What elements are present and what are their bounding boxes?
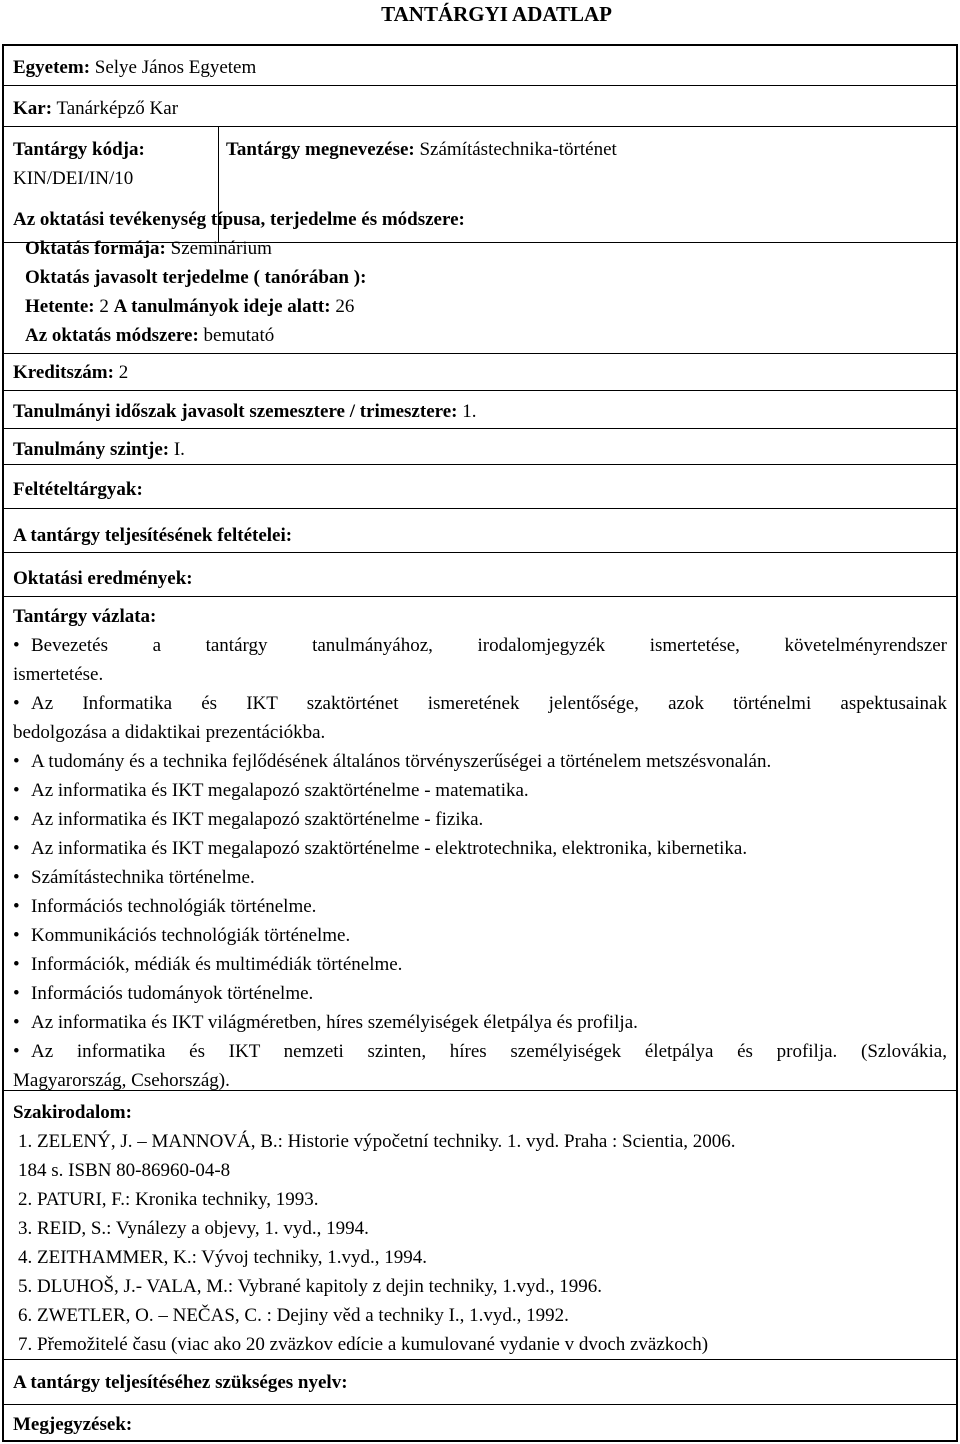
level-value: I. <box>173 439 185 460</box>
form-label: Oktatás formája: <box>25 238 166 259</box>
reference-item: 1. ZELENÝ, J. – MANNOVÁ, B.: Historie výpočetní techniky. 1. vyd. Praha : Scientia, 2006. <box>18 1131 736 1152</box>
level-row <box>4 429 956 465</box>
outline-item-cont: ismertetése. <box>13 664 104 685</box>
reference-item: 5. DLUHOŠ, J.- VALA, M.: Vybrané kapitoly z dejin techniky, 1.vyd., 1996. <box>18 1276 603 1297</box>
reference-item: 3. REID, S.: Vynálezy a objevy, 1. vyd., 1994. <box>18 1218 369 1239</box>
course-code-label: Tantárgy kódja: <box>13 139 145 160</box>
outline-item: • Számítástechnika történelme. <box>13 863 255 892</box>
language-label: A tantárgy teljesítéséhez szükséges nyelv: <box>13 1372 348 1393</box>
course-code-value: KIN/DEI/IN/10 <box>13 168 134 189</box>
outcomes-row <box>4 553 956 597</box>
outline-item: • Az Informatika és IKT szaktörténet ismeretének jelentősége, azok történelmi aspektusainak <box>13 689 947 718</box>
course-name-label: Tantárgy megnevezése: <box>226 139 415 160</box>
scope-heading: Oktatás javasolt terjedelme ( tanórában ): <box>25 267 367 288</box>
outline-item: • Az informatika és IKT megalapozó szaktörténelme - fizika. <box>13 805 483 834</box>
outline-item: • Kommunikációs technológiák történelme. <box>13 921 350 950</box>
outline-item: • Információs tudományok történelme. <box>13 979 313 1008</box>
level-label: Tanulmány szintje: <box>13 439 170 460</box>
prerequisites-row <box>4 465 956 509</box>
outline-item: • Az informatika és IKT megalapozó szaktörténelme - matematika. <box>13 776 529 805</box>
completion-label: A tantárgy teljesítésének feltételei: <box>13 525 293 546</box>
weekly-value: 2 <box>99 296 109 317</box>
faculty-row <box>4 86 956 127</box>
outline-item: • A tudomány és a technika fejlődésének általános törvényszerűségei a történelem metszésvonalán. <box>13 747 771 776</box>
outline-item: • Bevezetés a tantárgy tanulmányához, irodalomjegyzék ismertetése, követelményrendszer <box>13 631 947 660</box>
form-value: Szeminárium <box>170 238 272 259</box>
outline-item-cont: Magyarország, Csehország). <box>13 1070 230 1091</box>
faculty-label: Kar: <box>13 98 53 119</box>
reference-item: 7. Přemožitelé času (viac ako 20 zväzkov edície a kumulované vydanie v dvoch zväzkoch) <box>18 1334 709 1355</box>
outline-item: • Információs technológiák történelme. <box>13 892 316 921</box>
outline-item: • Információk, médiák és multimédiák történelme. <box>13 950 402 979</box>
outline-item: • Az informatika és IKT megalapozó szaktörténelme - elektrotechnika, elektronika, kibernetika. <box>13 834 747 863</box>
outcomes-label: Oktatási eredmények: <box>13 568 193 589</box>
method-value: bemutató <box>203 325 275 346</box>
activity-row <box>4 201 956 354</box>
reference-item: 4. ZEITHAMMER, K.: Vývoj techniky, 1.vyd., 1994. <box>18 1247 428 1268</box>
outline-item: • Az informatika és IKT nemzeti szinten, híres személyiségek életpálya és profilja. (Szlovákia, <box>13 1037 947 1066</box>
weekly-label: Hetente: <box>25 296 95 317</box>
credits-value: 2 <box>118 362 129 383</box>
literature-row <box>4 1091 956 1360</box>
semester-label: Tanulmányi időszak javasolt szemesztere / trimesztere: <box>13 401 458 422</box>
semester-row <box>4 391 956 429</box>
language-row <box>4 1360 956 1405</box>
reference-item: 6. ZWETLER, O. – NEČAS, C. : Dejiny věd a techniky I., 1.vyd., 1992. <box>18 1305 569 1326</box>
literature-label: Szakirodalom: <box>13 1102 132 1123</box>
prerequisites-label: Feltételtárgyak: <box>13 479 143 500</box>
reference-item: 2. PATURI, F.: Kronika techniky, 1993. <box>18 1189 319 1210</box>
total-value: 26 <box>335 296 355 317</box>
course-name-value: Számítástechnika-történet <box>419 139 617 160</box>
notes-label: Megjegyzések: <box>13 1414 133 1435</box>
credits-label: Kreditszám: <box>13 362 114 383</box>
university-value: Selye János Egyetem <box>94 57 257 78</box>
reference-item-cont: 184 s. ISBN 80-86960-04-8 <box>18 1160 231 1181</box>
document-title: TANTÁRGYI ADATLAP <box>381 2 612 26</box>
university-row <box>4 46 956 86</box>
faculty-value: Tanárképző Kar <box>56 98 179 119</box>
credits-row <box>4 354 956 391</box>
outline-item-cont: bedolgozása a didaktikai prezentációkba. <box>13 722 326 743</box>
method-label: Az oktatás módszere: <box>25 325 199 346</box>
semester-value: 1. <box>462 401 477 422</box>
notes-row <box>4 1405 956 1442</box>
completion-row <box>4 509 956 553</box>
outline-row <box>4 597 956 1091</box>
outline-label: Tantárgy vázlata: <box>13 606 157 627</box>
outline-item: • Az informatika és IKT világméretben, híres személyiségek életpálya és profilja. <box>13 1008 638 1037</box>
university-label: Egyetem: <box>13 57 91 78</box>
total-label: A tanulmányok ideje alatt: <box>113 296 331 317</box>
activity-heading: Az oktatási tevékenység típusa, terjedelme és módszere: <box>13 209 465 230</box>
datasheet-table <box>2 44 958 1442</box>
